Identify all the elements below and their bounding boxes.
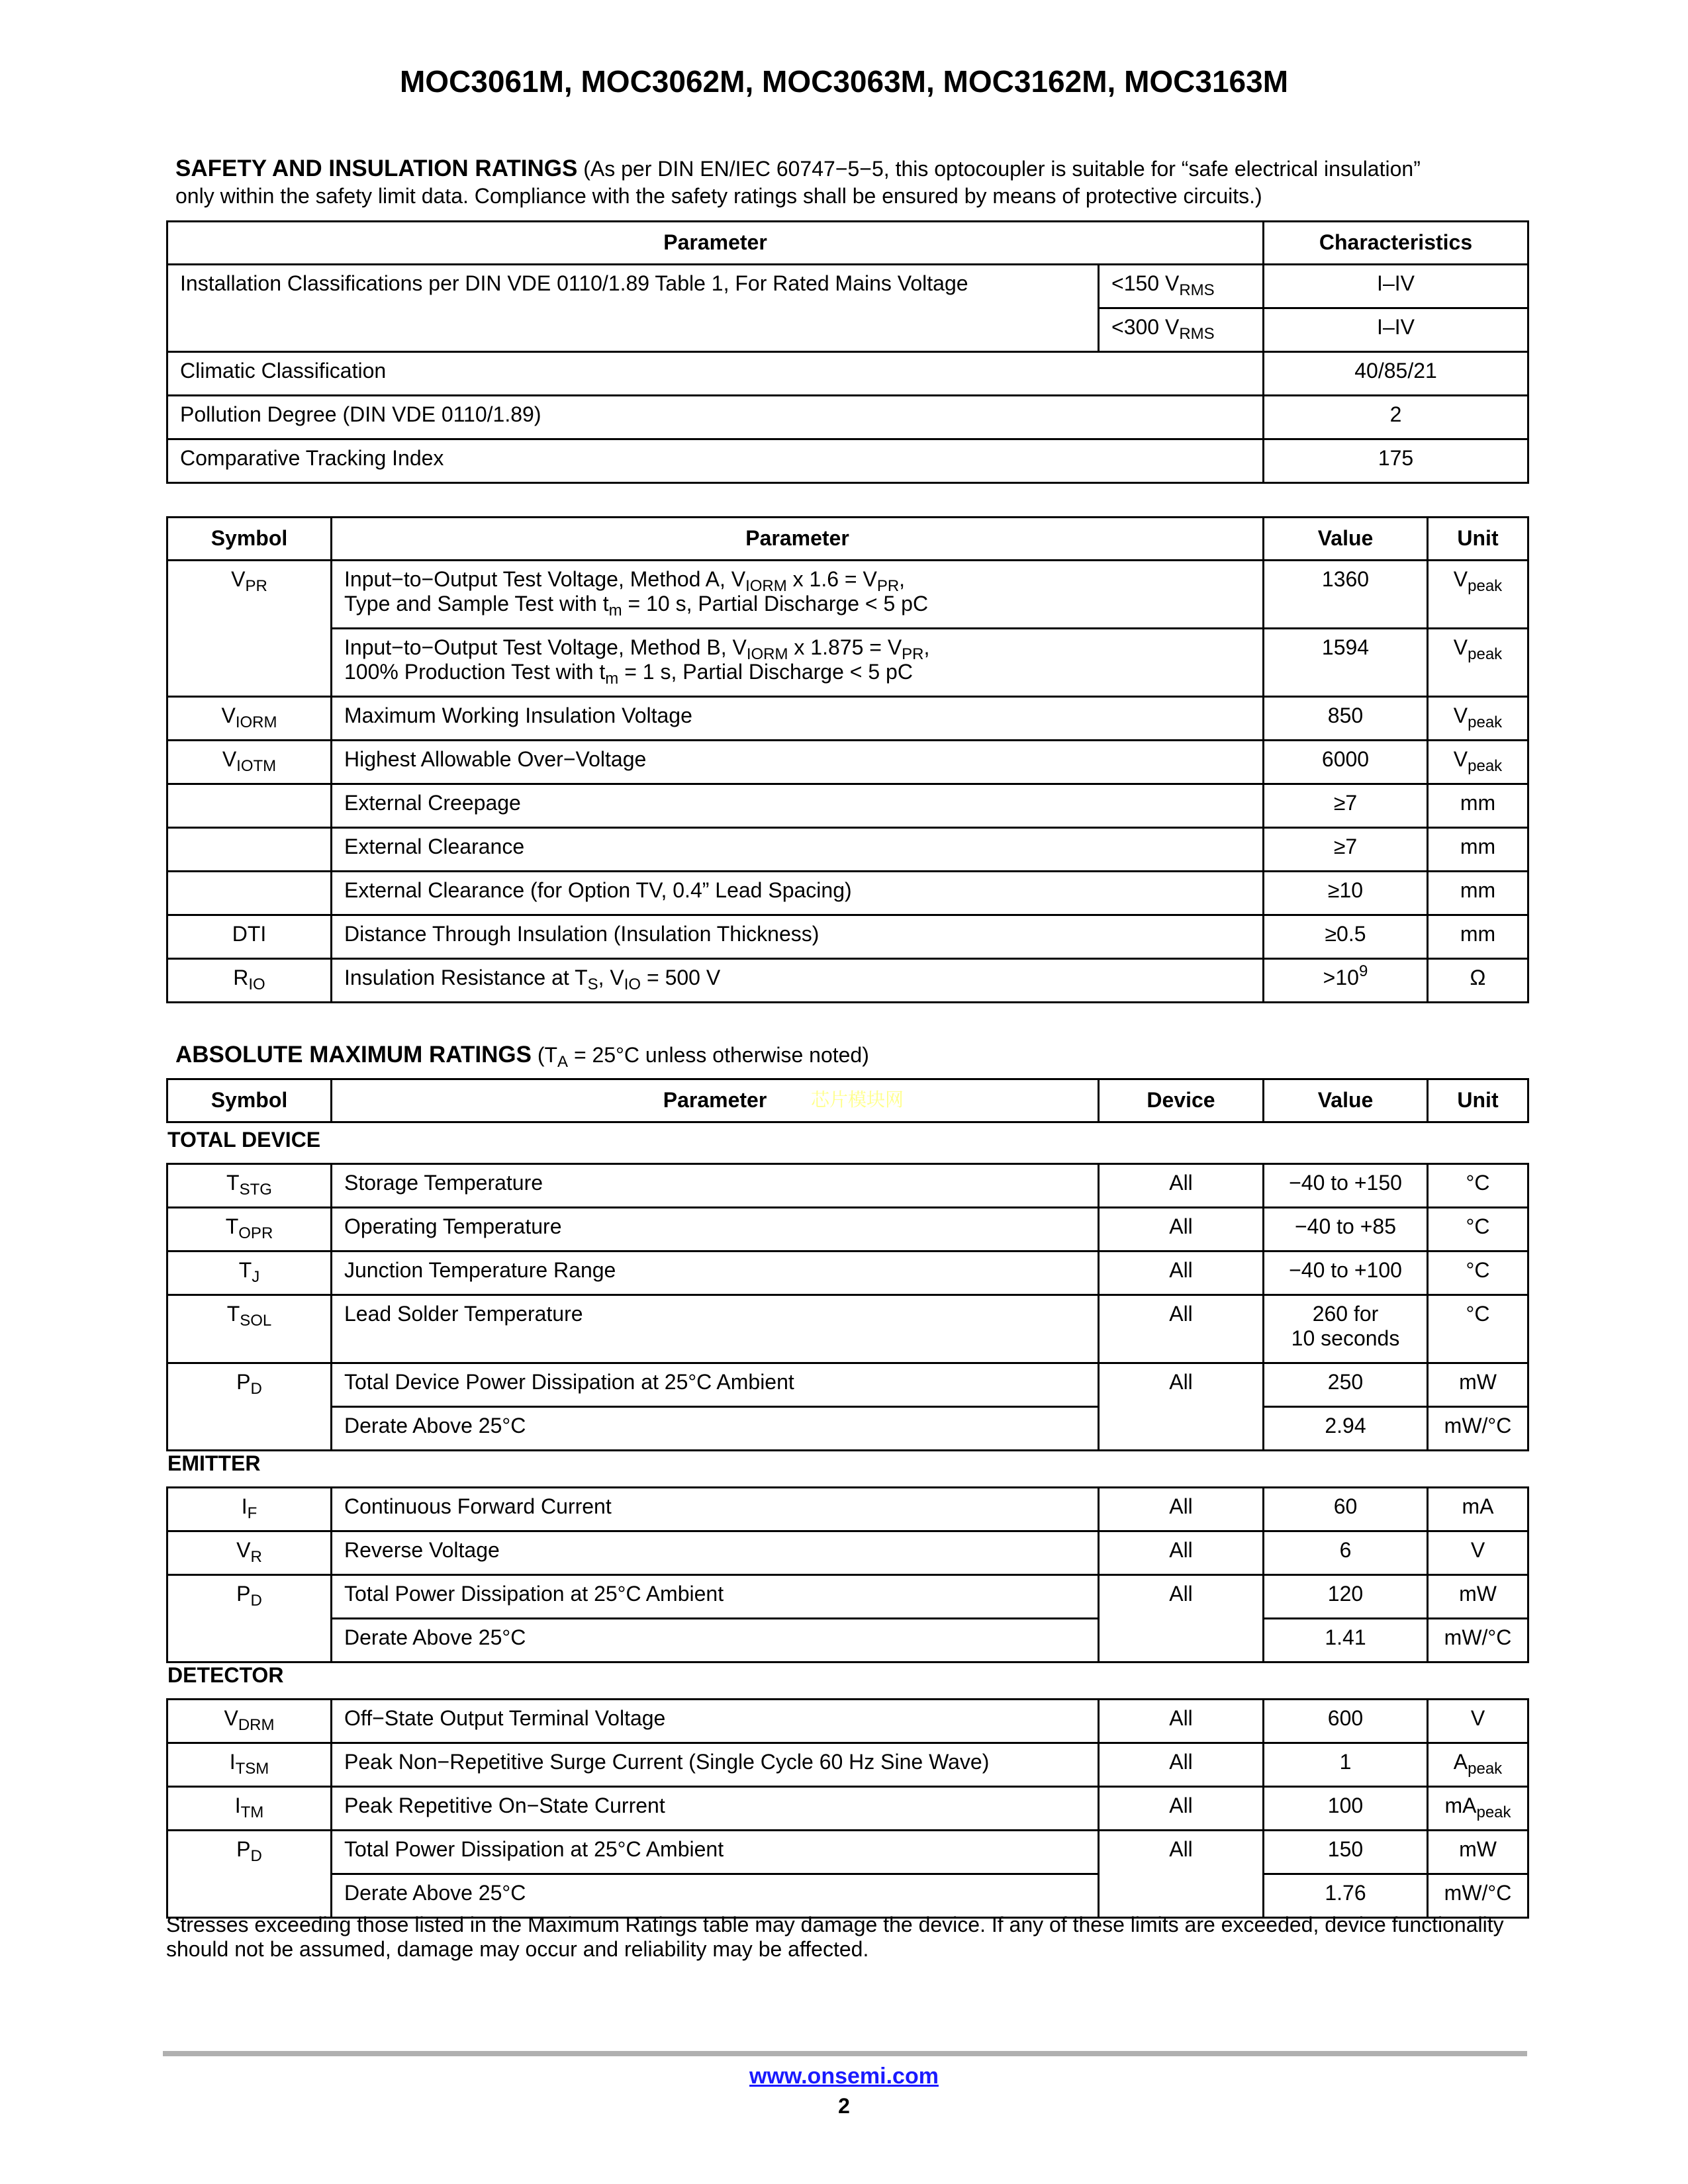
value-cell: mW/°C (1428, 1619, 1528, 1662)
safety-note-line2: only within the safety limit data. Compliance with the safety ratings shall be ensured by means of protective circuits.) (175, 184, 1262, 208)
table-row (167, 1208, 1528, 1251)
value-cell: mm (1428, 915, 1528, 959)
text-segment: m (605, 670, 619, 688)
value-cell: V (1428, 1531, 1528, 1575)
table-row (167, 1363, 1528, 1407)
text-segment: P (236, 1582, 251, 1606)
text-segment: = 10 s, Partial Discharge < 5 pC (622, 592, 929, 615)
column-header: Parameter (167, 222, 1264, 265)
parameter-cell: Off−State Output Terminal Voltage (332, 1700, 1099, 1743)
value-cell: All (1099, 1488, 1264, 1531)
parameter-cell: Climatic Classification (167, 352, 1264, 396)
value-cell (167, 828, 332, 872)
value-cell: °C (1428, 1295, 1528, 1363)
value-cell: DTI (167, 915, 332, 959)
text-segment: A (1453, 1750, 1468, 1774)
group-label-total-device: TOTAL DEVICE (167, 1128, 321, 1152)
text-segment: peak (1468, 1760, 1503, 1778)
text-segment: V (1453, 747, 1468, 771)
text-segment: , (923, 635, 930, 659)
parameter-cell: Maximum Working Insulation Voltage (332, 697, 1264, 741)
text-segment: I (234, 1794, 241, 1817)
parameter-cell (332, 629, 1264, 697)
value-cell: mW/°C (1428, 1874, 1528, 1918)
parameter-cell: External Creepage (332, 784, 1264, 828)
text-segment: T (226, 1171, 240, 1195)
value-cell: 60 (1264, 1488, 1428, 1531)
parameter-cell: Peak Repetitive On−State Current (332, 1787, 1099, 1831)
page-title: MOC3061M, MOC3062M, MOC3063M, MOC3162M, MOC3163M (399, 64, 1289, 99)
value-cell (167, 1363, 332, 1451)
column-header: Value (1264, 1079, 1428, 1122)
value-cell: All (1099, 1575, 1264, 1662)
value-cell: mm (1428, 872, 1528, 915)
value-cell (1428, 629, 1528, 697)
value-cell (167, 1164, 332, 1208)
text-segment: T (226, 1302, 240, 1326)
stress-note: Stresses exceeding those listed in the Maximum Ratings table may damage the device. If any of these limits are exceeded, device functionality should not be assumed, damage may occur and reliability may be affected. (166, 1913, 1504, 1961)
value-cell (1264, 959, 1428, 1003)
value-cell (167, 561, 332, 697)
table-row (167, 1407, 1528, 1451)
text-segment: peak (1468, 577, 1503, 595)
text-segment: x 1.875 = V (788, 635, 902, 659)
text-segment: IO (248, 976, 265, 993)
value-cell: All (1099, 1700, 1264, 1743)
value-cell: 6000 (1264, 741, 1428, 784)
text-segment: V (1453, 635, 1468, 659)
parameter-cell: Reverse Voltage (332, 1531, 1099, 1575)
table-row (167, 629, 1528, 697)
column-header: Unit (1428, 518, 1528, 561)
safety-heading: SAFETY AND INSULATION RATINGS (175, 156, 578, 181)
table-row (167, 1831, 1528, 1874)
text-segment: V (224, 1706, 238, 1730)
value-cell: I–IV (1264, 308, 1528, 352)
value-cell: 120 (1264, 1575, 1428, 1619)
value-cell: 40/85/21 (1264, 352, 1528, 396)
text-segment: RMS (1179, 281, 1215, 299)
text-segment: x 1.6 = V (786, 567, 877, 591)
emitter-table (166, 1486, 1529, 1663)
text-segment: DRM (238, 1716, 275, 1734)
value-cell (167, 1488, 332, 1531)
text-segment: J (252, 1268, 260, 1286)
column-header: Symbol (167, 518, 332, 561)
table-row (167, 1164, 1528, 1208)
text-segment: V (231, 567, 246, 591)
text-segment: mA (1444, 1794, 1477, 1817)
text-segment: STG (239, 1181, 272, 1199)
table-row (167, 828, 1528, 872)
value-cell: 1.76 (1264, 1874, 1428, 1918)
website-link[interactable]: www.onsemi.com (749, 2064, 939, 2089)
text-segment: , (899, 567, 906, 591)
value-cell: All (1099, 1787, 1264, 1831)
value-cell: 2 (1264, 396, 1528, 439)
text-segment: 100% Production Test with t (344, 660, 606, 684)
table-row (167, 396, 1528, 439)
text-segment: IORM (746, 645, 788, 663)
text-segment: R (250, 1548, 262, 1566)
table-row (167, 1531, 1528, 1575)
value-cell (167, 1531, 332, 1575)
text-segment: TM (240, 1803, 264, 1821)
value-cell (1264, 1295, 1428, 1363)
text-segment: I (241, 1494, 248, 1518)
value-cell: −40 to +100 (1264, 1251, 1428, 1295)
absmax-condition: ($T_A = 25^\circ C$ unless otherwise noted) (537, 1043, 869, 1071)
text-segment: 260 for (1312, 1302, 1379, 1326)
table-row (167, 741, 1528, 784)
value-cell: ≥0.5 (1264, 915, 1428, 959)
parameter-cell: Comparative Tracking Index (167, 439, 1264, 483)
table-row (167, 872, 1528, 915)
text-segment: 10 seconds (1291, 1326, 1400, 1350)
table-row (167, 561, 1528, 629)
value-cell: °C (1428, 1208, 1528, 1251)
text-segment: V (1453, 567, 1468, 591)
page-number: 2 (838, 2094, 850, 2118)
watermark: 芯片模块网 (811, 1089, 904, 1110)
text-segment: D (250, 1380, 262, 1398)
table-row (167, 959, 1528, 1003)
value-cell: All (1099, 1743, 1264, 1787)
value-cell: −40 to +85 (1264, 1208, 1428, 1251)
total-device-table (166, 1163, 1529, 1451)
value-cell: mm (1428, 828, 1528, 872)
detector-table (166, 1698, 1529, 1919)
value-cell: All (1099, 1251, 1264, 1295)
text-segment: Input−to−Output Test Voltage, Method A, V (344, 567, 746, 591)
table-row (167, 352, 1528, 396)
parameter-cell: Installation Classifications per DIN VDE 0110/1.89 Table 1, For Rated Mains Voltage (167, 265, 1099, 352)
table-row (167, 1874, 1528, 1918)
text-segment: Insulation Resistance at T (344, 966, 588, 989)
table-row (167, 1619, 1528, 1662)
header-row (167, 518, 1528, 561)
text-segment: V (221, 704, 236, 727)
text-segment: , V (598, 966, 624, 989)
value-cell (167, 1575, 332, 1662)
header-row (167, 222, 1528, 265)
text-segment: OPR (238, 1224, 273, 1242)
text-segment: S (587, 976, 598, 993)
value-cell (167, 697, 332, 741)
value-cell: 150 (1264, 1831, 1428, 1874)
value-cell: mm (1428, 784, 1528, 828)
value-cell (167, 1251, 332, 1295)
value-cell (167, 872, 332, 915)
parameter-cell (1099, 308, 1264, 352)
value-cell: ≥7 (1264, 784, 1428, 828)
column-header: Parameter (332, 518, 1264, 561)
parameter-cell: Highest Allowable Over−Voltage (332, 741, 1264, 784)
value-cell (167, 1208, 332, 1251)
value-cell: mW (1428, 1363, 1528, 1407)
text-segment: 9 (1358, 962, 1368, 980)
value-cell: mW (1428, 1831, 1528, 1874)
text-segment: P (236, 1370, 251, 1394)
value-cell (1428, 697, 1528, 741)
text-segment: <300 V (1111, 315, 1180, 339)
text-segment: IORM (745, 577, 787, 595)
text-segment: P (236, 1837, 251, 1861)
value-cell: Ω (1428, 959, 1528, 1003)
value-cell (1428, 1787, 1528, 1831)
value-cell (167, 1831, 332, 1918)
parameter-cell (332, 561, 1264, 629)
text-segment: PR (876, 577, 900, 595)
parameter-cell: Junction Temperature Range (332, 1251, 1099, 1295)
value-cell: mW/°C (1428, 1407, 1528, 1451)
table-row (167, 265, 1528, 308)
table-row (167, 784, 1528, 828)
value-cell (167, 1743, 332, 1787)
value-cell: 6 (1264, 1531, 1428, 1575)
value-cell: mW (1428, 1575, 1528, 1619)
value-cell (167, 1787, 332, 1831)
text-segment: peak (1476, 1803, 1511, 1821)
value-cell: 600 (1264, 1700, 1428, 1743)
column-header: Device (1099, 1079, 1264, 1122)
value-cell: ≥10 (1264, 872, 1428, 915)
text-segment: peak (1468, 645, 1503, 663)
value-cell (1428, 561, 1528, 629)
value-cell: 100 (1264, 1787, 1428, 1831)
parameter-cell: Operating Temperature (332, 1208, 1099, 1251)
text-segment: peak (1468, 757, 1503, 775)
text-segment: peak (1468, 713, 1503, 731)
value-cell: ≥7 (1264, 828, 1428, 872)
value-cell: 1594 (1264, 629, 1428, 697)
value-cell: All (1099, 1363, 1264, 1451)
table-row (167, 1787, 1528, 1831)
value-cell: 175 (1264, 439, 1528, 483)
text-segment: F (247, 1504, 258, 1522)
text-segment: T (225, 1214, 239, 1238)
text-segment: IORM (235, 713, 277, 731)
text-segment: I (229, 1750, 236, 1774)
parameter-cell: External Clearance (for Option TV, 0.4” Lead Spacing) (332, 872, 1264, 915)
value-cell: All (1099, 1531, 1264, 1575)
table-row (167, 1295, 1528, 1363)
value-cell (167, 1295, 332, 1363)
text-segment: = 500 V (641, 966, 721, 989)
value-cell: 250 (1264, 1363, 1428, 1407)
text-segment: T (238, 1258, 252, 1282)
parameter-cell (332, 959, 1264, 1003)
value-cell: 1 (1264, 1743, 1428, 1787)
footer-divider (163, 2051, 1527, 2056)
column-header: Value (1264, 518, 1428, 561)
text-segment: RMS (1179, 325, 1215, 343)
parameter-cell: Pollution Degree (DIN VDE 0110/1.89) (167, 396, 1264, 439)
value-cell (1428, 741, 1528, 784)
table-row (167, 1575, 1528, 1619)
group-label-detector: DETECTOR (167, 1663, 284, 1687)
safety-classification-table (166, 220, 1529, 484)
value-cell: 2.94 (1264, 1407, 1428, 1451)
column-header: Unit (1428, 1079, 1528, 1122)
column-header: Characteristics (1264, 222, 1528, 265)
insulation-ratings-table (166, 516, 1529, 1003)
text-segment: V (222, 747, 237, 771)
parameter-cell (1099, 265, 1264, 308)
safety-section-heading (175, 155, 1532, 210)
parameter-cell: External Clearance (332, 828, 1264, 872)
value-cell: 1.41 (1264, 1619, 1428, 1662)
text-segment: V (1453, 704, 1468, 727)
table-row (167, 439, 1528, 483)
value-cell: All (1099, 1208, 1264, 1251)
value-cell: −40 to +150 (1264, 1164, 1428, 1208)
text-segment: = 1 s, Partial Discharge < 5 pC (618, 660, 913, 684)
value-cell: 850 (1264, 697, 1428, 741)
value-cell: °C (1428, 1251, 1528, 1295)
text-segment: >10 (1323, 966, 1359, 989)
value-cell: 1360 (1264, 561, 1428, 629)
group-label-emitter: EMITTER (167, 1451, 261, 1475)
parameter-cell: Derate Above 25°C (332, 1619, 1099, 1662)
safety-note-line1: (As per DIN EN/IEC 60747−5−5, this optocoupler is suitable for “safe electrical insulation” (583, 157, 1421, 181)
table-row (167, 1251, 1528, 1295)
parameter-cell: Storage Temperature (332, 1164, 1099, 1208)
parameter-cell: Derate Above 25°C (332, 1407, 1099, 1451)
text-segment: V (236, 1538, 251, 1562)
text-segment: D (250, 1847, 262, 1865)
parameter-cell: Distance Through Insulation (Insulation Thickness) (332, 915, 1264, 959)
parameter-cell: Total Power Dissipation at 25°C Ambient (332, 1575, 1099, 1619)
text-segment: <150 V (1111, 271, 1180, 295)
value-cell: °C (1428, 1164, 1528, 1208)
table-row (167, 1743, 1528, 1787)
text-segment: PR (245, 577, 267, 595)
value-cell: All (1099, 1295, 1264, 1363)
table-row (167, 1700, 1528, 1743)
table-row (167, 697, 1528, 741)
table-row (167, 1488, 1528, 1531)
text-segment: IOTM (236, 757, 277, 775)
absmax-heading: ABSOLUTE MAXIMUM RATINGS (175, 1042, 532, 1068)
table-row (167, 915, 1528, 959)
value-cell (1428, 1743, 1528, 1787)
value-cell (167, 784, 332, 828)
parameter-cell: Peak Non−Repetitive Surge Current (Single Cycle 60 Hz Sine Wave) (332, 1743, 1099, 1787)
value-cell: I–IV (1264, 265, 1528, 308)
text-segment: IO (624, 976, 641, 993)
value-cell: All (1099, 1831, 1264, 1918)
text-segment: PR (902, 645, 924, 663)
column-header: Symbol (167, 1079, 332, 1122)
text-segment: SOL (240, 1312, 272, 1330)
parameter-cell: Derate Above 25°C (332, 1874, 1099, 1918)
text-segment: Type and Sample Test with t (344, 592, 609, 615)
parameter-cell: Total Device Power Dissipation at 25°C Ambient (332, 1363, 1099, 1407)
parameter-cell: Lead Solder Temperature (332, 1295, 1099, 1363)
value-cell (167, 741, 332, 784)
value-cell (167, 959, 332, 1003)
text-segment: D (250, 1592, 262, 1610)
text-segment: R (233, 966, 249, 989)
value-cell: mA (1428, 1488, 1528, 1531)
text-segment: m (608, 602, 622, 619)
value-cell: V (1428, 1700, 1528, 1743)
value-cell: All (1099, 1164, 1264, 1208)
parameter-cell: Total Power Dissipation at 25°C Ambient (332, 1831, 1099, 1874)
value-cell (167, 1700, 332, 1743)
column-header: Parameter (332, 1079, 1099, 1122)
absmax-section-heading (175, 1041, 1532, 1069)
parameter-cell: Continuous Forward Current (332, 1488, 1099, 1531)
text-segment: TSM (235, 1760, 269, 1778)
text-segment: Input−to−Output Test Voltage, Method B, V (344, 635, 747, 659)
